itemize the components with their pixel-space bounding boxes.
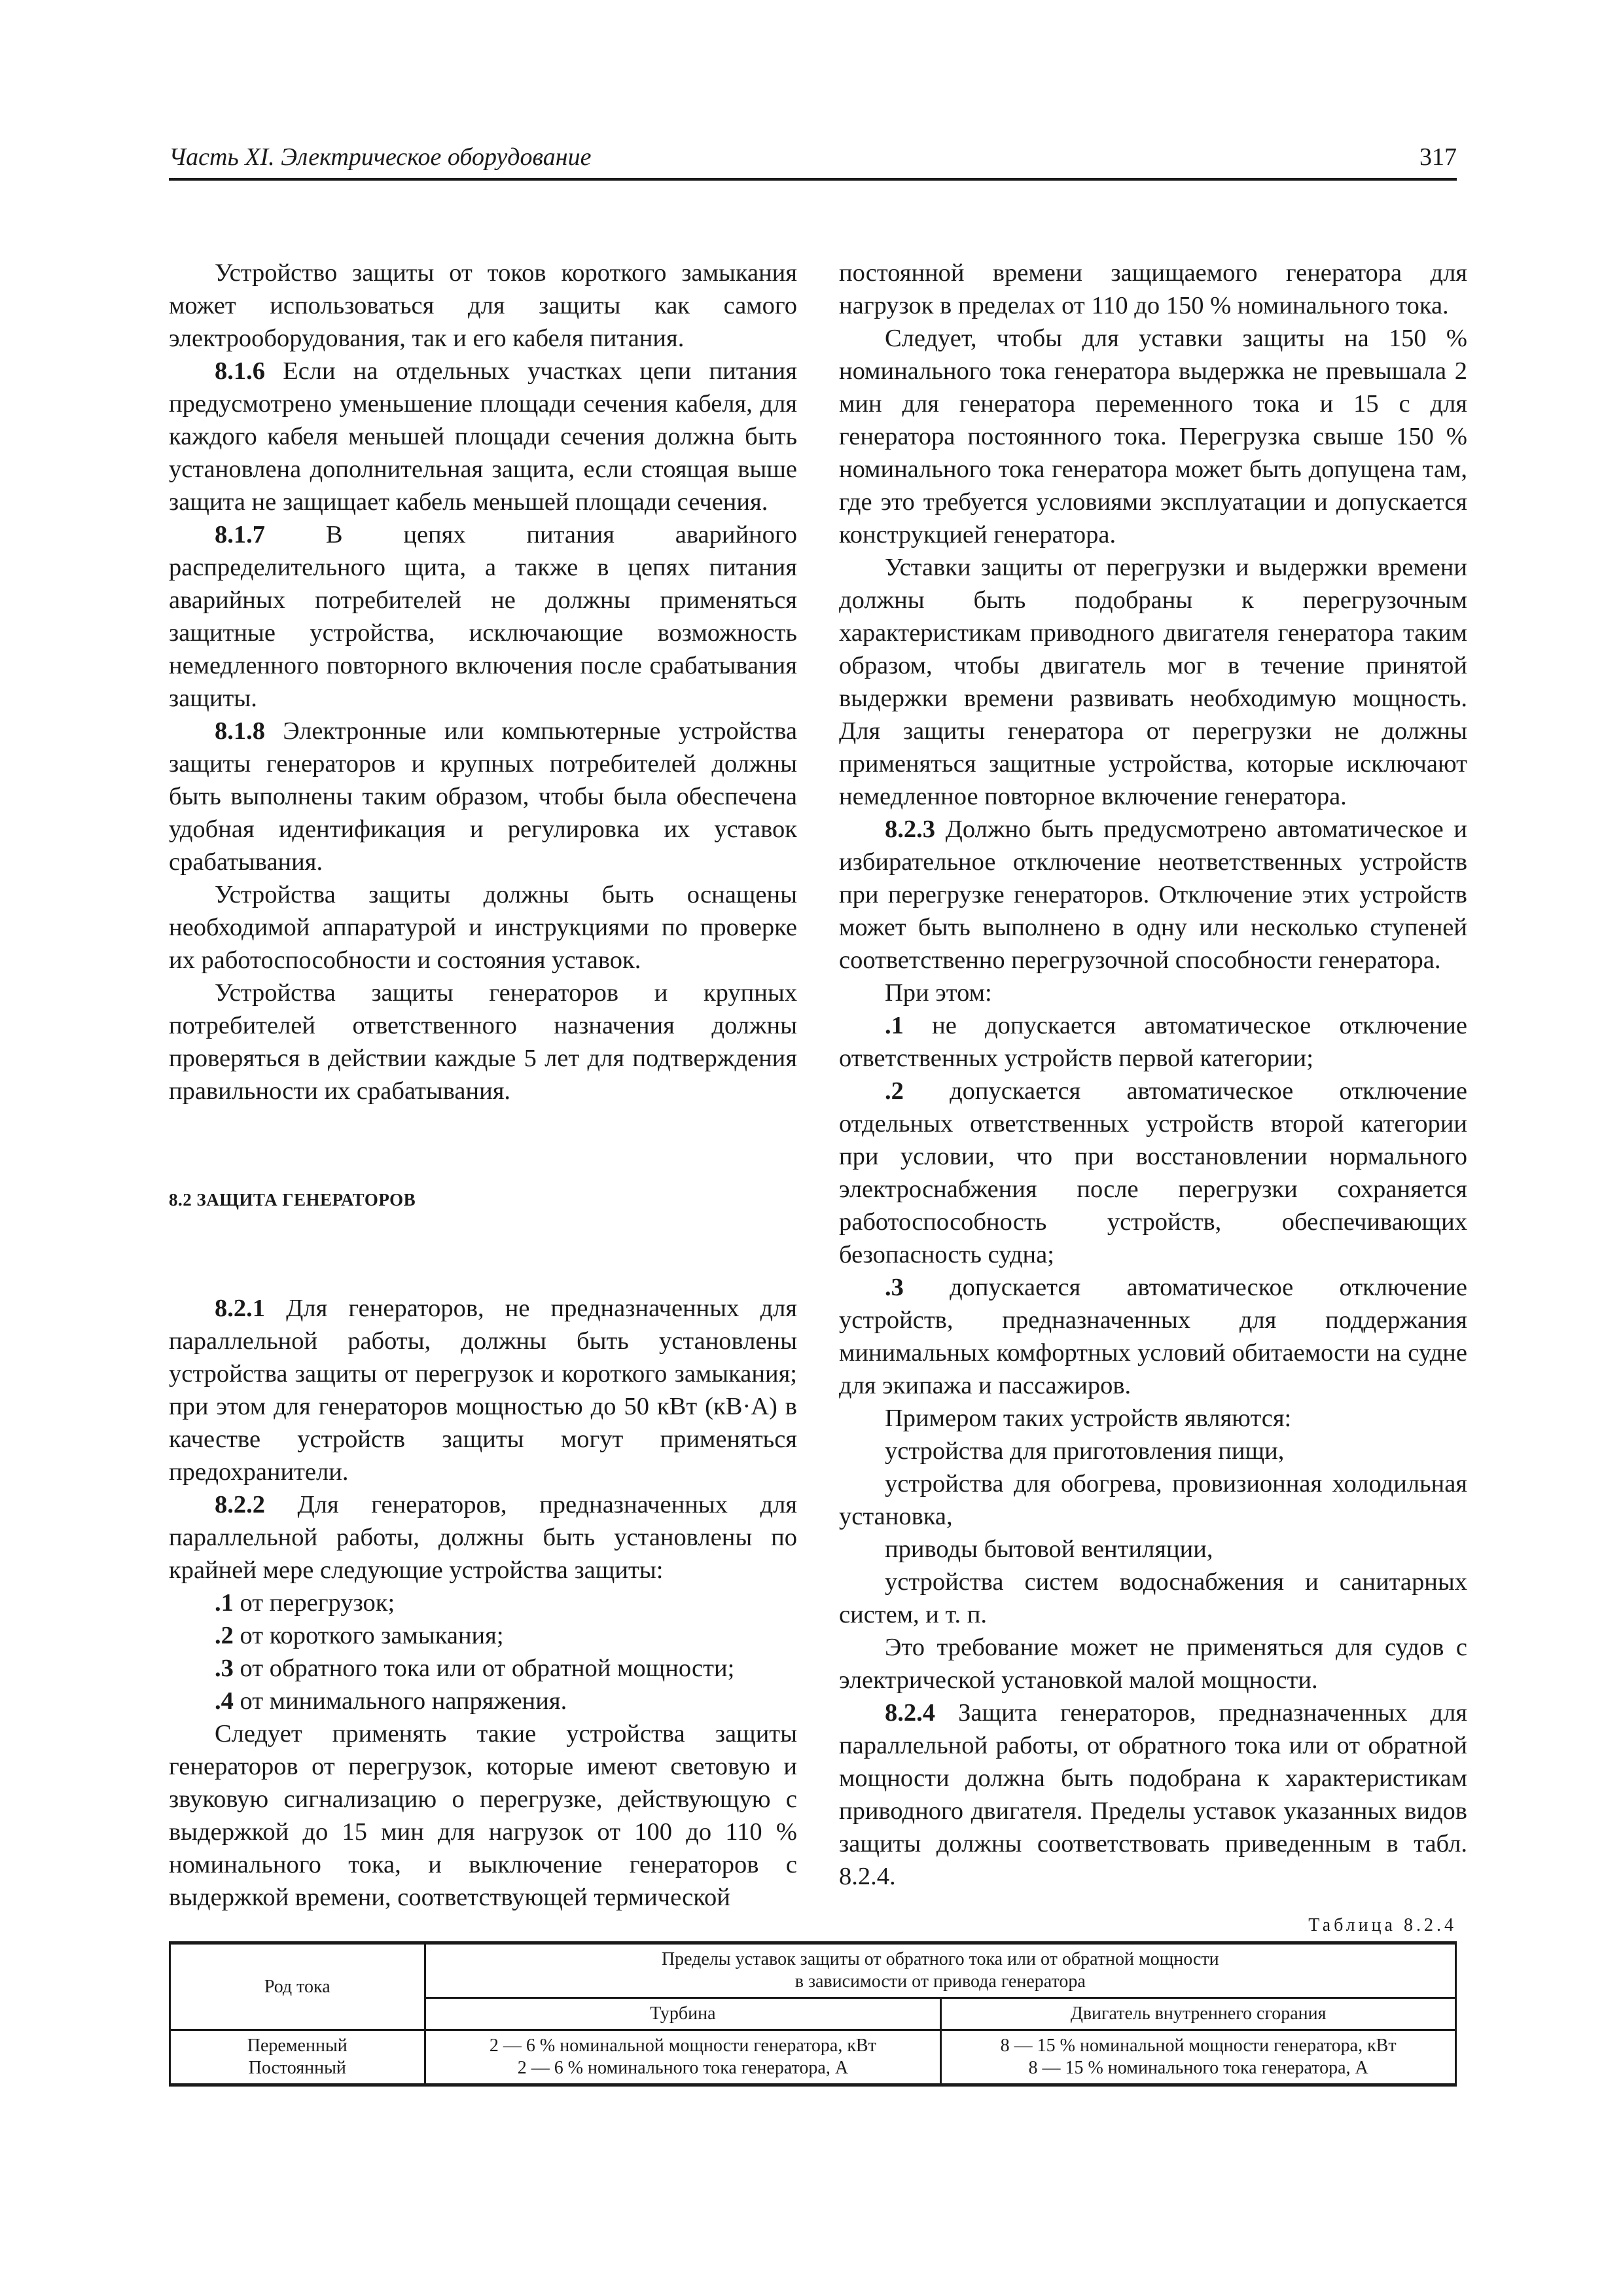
section-title: 8.2 ЗАЩИТА ГЕНЕРАТОРОВ [169,1190,416,1210]
list-item [839,1271,1467,1402]
page-number: 317 [1419,143,1457,171]
paragraph-text: Электронные или компьютерные устройства защиты генераторов и крупных потребителей должны быть выполнены таким образом, чтобы была обеспечена удобная идентификация и регулировка их уставок срабатывания. [169,717,797,876]
paragraph-text: Защита генераторов, предназначенных для параллельной работы, от обратного тока или от обратной мощности должна быть подобрана к характеристикам приводного двигателя. Пределы уставок указанных видов защиты должны соответствовать приведенным в табл. 8.2.4. [839,1699,1467,1890]
paragraph: Устройства защиты должны быть оснащены необходимой аппаратурой и инструкциями по проверке их работоспособности и состояния уставок. [169,881,797,974]
paragraph: При этом: [885,979,992,1007]
spacer [169,1216,797,1292]
paragraph-text: Должно быть предусмотрено автоматическое и избирательное отключение неответственных устройств при перегрузке генераторов. Отключение этих устройств может быть выполнено в одну или несколько ступеней соответственно перегрузочной способности генератора. [839,816,1467,974]
example-item: устройства для обогрева, провизионная холодильная установка, [839,1470,1467,1530]
cell-turbine [425,2030,941,2085]
left-column [169,257,797,1914]
item-text: от короткого замыкания; [233,1622,504,1649]
item-text: от обратного тока или от обратной мощности; [233,1655,735,1682]
cell-text: 8 — 15 % номинального тока генератора, А [1028,2058,1368,2078]
cell-current-kind [170,2030,425,2085]
header-rule [169,178,1457,181]
item-text: допускается автоматическое отключение устройств, предназначенных для поддержания минимальных комфортных условий обитаемости на судне для экипажа и пассажиров. [839,1274,1467,1399]
header-cell-turbine: Турбина [425,1998,941,2030]
paragraph-text: Для генераторов, предназначенных для параллельной работы, должны быть установлены по крайней мере следующие устройства защиты: [169,1491,797,1584]
item-text: от минимального напряжения. [233,1687,567,1715]
example-item: устройства систем водоснабжения и санитарных систем, и т. п. [839,1568,1467,1628]
paragraph [169,518,797,715]
item-number: .2 [885,1077,904,1105]
paragraph: Примером таких устройств являются: [885,1405,1292,1432]
right-column [839,257,1467,1893]
paragraph-text: Для генераторов, не предназначенных для параллельной работы, должны быть установлены устройства защиты от перегрузок и короткого замыкания; при этом для генераторов мощностью до 50 кВт (кВ·А) в качестве устройств защиты могут применяться предохранители. [169,1295,797,1486]
header-cell-group [425,1943,1455,1998]
list-item [169,1619,797,1652]
header-title: Часть XI. Электрическое оборудование [169,143,592,171]
paragraph: Устройство защиты от токов короткого замыкания может использоваться для защиты как самого электрооборудования, так и его кабеля питания. [169,259,797,352]
cell-text: 2 — 6 % номинальной мощности генератора, кВт [489,2036,876,2056]
spacer [169,1107,797,1183]
paragraph: Следует применять такие устройства защиты генераторов от перегрузок, которые имеют световую и звуковую сигнализацию о перегрузке, действующую с выдержкой до 15 мин для нагрузок от 100 до 110 % номинального тока, и выключение генераторов с выдержкой времени, соответствующей термической [169,1720,797,1911]
item-number: .2 [215,1622,234,1649]
list-item [839,1075,1467,1271]
item-number: .1 [885,1012,904,1039]
example-item: устройства для приготовления пищи, [885,1437,1285,1465]
item-number: .3 [885,1274,904,1301]
paragraph-text: Если на отдельных участках цепи питания предусмотрено уменьшение площади сечения кабеля, для каждого кабеля меньшей площади сечения должна быть установлена дополнительная защита, если стоящая выше защита не защищает кабель меньшей площади сечения. [169,357,797,516]
protection-settings-table [169,1941,1457,2087]
clause-number: 8.1.8 [215,717,265,745]
list-item [169,1587,797,1619]
clause-number: 8.1.7 [215,521,265,548]
paragraph [169,715,797,878]
table-header-row [170,1943,1456,1998]
running-header [169,139,1457,181]
cell-text: Переменный [247,2036,348,2056]
paragraph: Следует, чтобы для уставки защиты на 150 % номинального тока генератора выдержка не превышала 2 мин для генератора переменного тока и 15 с для генератора постоянного тока. Перегрузка свыше 150 % номинального тока генератора может быть допущена там, где это требуется условиями эксплуатации и допускается конструкцией генератора. [839,325,1467,548]
paragraph: Уставки защиты от перегрузки и выдержки времени должны быть подобраны к перегрузочным характеристикам приводного двигателя генератора таким образом, чтобы двигатель мог в течение принятой выдержки времени развивать необходимую мощность. Для защиты генератора от перегрузки не должны применяться защитные устройства, которые исключают немедленное повторное включение генератора. [839,554,1467,810]
header-text: Пределы уставок защиты от обратного тока или от обратной мощности [661,1949,1219,1969]
clause-number: 8.2.4 [885,1699,935,1727]
header-cell-engine: Двигатель внутреннего сгорания [941,1998,1456,2030]
list-item [839,1009,1467,1075]
item-text: допускается автоматическое отключение отдельных ответственных устройств второй категории при условии, что при восстановлении нормального электроснабжения после перегрузки сохраняется работоспособность устройств, обеспечивающих безопасность судна; [839,1077,1467,1268]
paragraph [839,1696,1467,1893]
paragraph [169,355,797,518]
header-cell-current-kind: Род тока [170,1943,425,2030]
table-caption: Таблица 8.2.4 [1308,1915,1457,1935]
example-item: приводы бытовой вентиляции, [885,1535,1213,1563]
clause-number: 8.2.1 [215,1295,265,1322]
cell-text: Постоянный [248,2058,346,2078]
header-text: в зависимости от привода генератора [794,1971,1086,1992]
list-item [169,1652,797,1685]
paragraph: Это требование может не применяться для судов с электрической установкой малой мощности. [839,1634,1467,1694]
paragraph [169,1488,797,1587]
list-item [169,1685,797,1717]
paragraph [169,1292,797,1488]
paragraph [839,813,1467,977]
paragraph: постоянной времени защищаемого генератора для нагрузок в пределах от 110 до 150 % номинального тока. [839,259,1467,319]
table-row [170,2030,1456,2085]
clause-number: 8.1.6 [215,357,265,385]
item-number: .1 [215,1589,234,1617]
clause-number: 8.2.3 [885,816,935,843]
cell-engine [941,2030,1456,2085]
clause-number: 8.2.2 [215,1491,265,1518]
paragraph-text: В цепях питания аварийного распределительного щита, а также в цепях питания аварийных потребителей не должны применяться защитные устройства, исключающие возможность немедленного повторного включения после срабатывания защиты. [169,521,797,712]
paragraph: Устройства защиты генераторов и крупных потребителей ответственного назначения должны проверяться в действии каждые 5 лет для подтверждения правильности их срабатывания. [169,979,797,1105]
item-number: .3 [215,1655,234,1682]
cell-text: 2 — 6 % номинального тока генератора, А [517,2058,849,2078]
item-number: .4 [215,1687,234,1715]
cell-text: 8 — 15 % номинальной мощности генератора, кВт [1000,2036,1397,2056]
item-text: от перегрузок; [233,1589,395,1617]
item-text: не допускается автоматическое отключение ответственных устройств первой категории; [839,1012,1467,1072]
